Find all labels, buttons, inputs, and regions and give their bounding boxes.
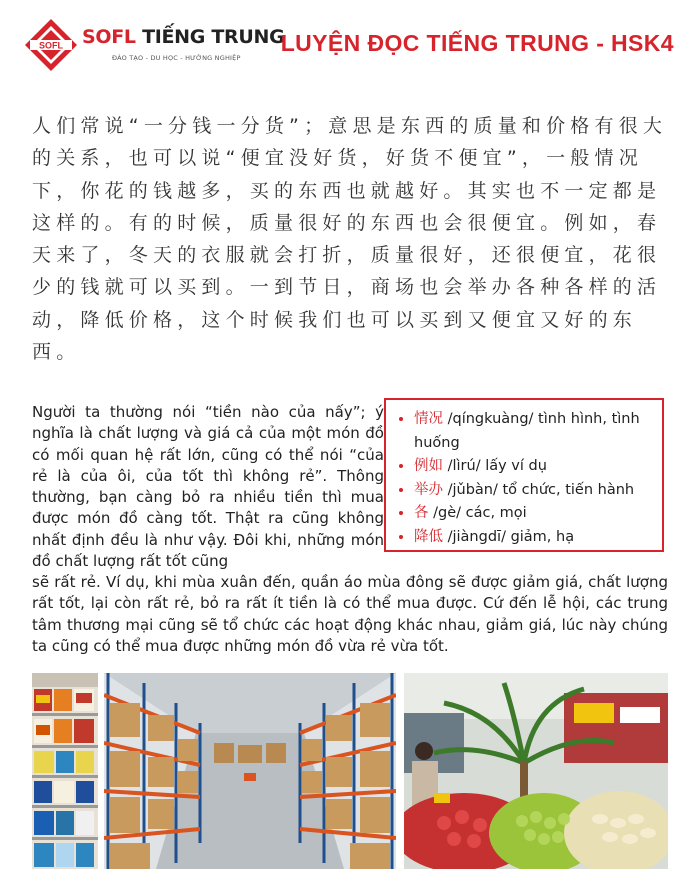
chinese-paragraph: 人们常说“一分钱一分货”；意思是东西的质量和价格有很大的关系，也可以说“便宜没好货，好货不便宜”，一般情况下，你花的钱越多，买的东西也就越好。其实也不一定都是这样的。有的时候，质量很好的东西也会很便宜。例如，春天来了，冬天的衣服就会打折，质量很好，还很便宜，花很少的钱就可以买到。一到节日，商场也会举办各种各样的活动，降低价格，这个时候我们也可以买到又便宜又好的东西。 (32, 115, 668, 364)
vocab-item (414, 526, 654, 550)
warehouse-photo (104, 673, 396, 869)
vocabulary-list (394, 408, 654, 549)
vocab-item (414, 502, 654, 526)
vietnamese-paragraph-part2: sẽ rất rẻ. Ví dụ, khi mùa xuân đến, quần áo mùa đông sẽ được giảm giá, chất lượng rất tốt, lại còn rất rẻ, bỏ ra rất ít tiền là có thể mua được. Cứ đến lễ hội, các trung tâm thương mại cũng sẽ tổ chức các hoạt động khác nhau, giảm giá, lúc này chúng ta cũng có thể mua được những món đồ vừa rẻ vừa tốt. (32, 573, 668, 655)
logo-badge-icon (24, 18, 78, 72)
vocab-meaning: tổ chức, tiến hành (502, 481, 635, 498)
vocab-item (414, 455, 654, 479)
logo-brand: SOFL (82, 26, 136, 48)
vocabulary-box (384, 398, 664, 552)
vocab-hanzi: 例如 (414, 458, 443, 474)
vocab-pinyin: /lìrú/ (447, 458, 481, 474)
vocab-meaning: lấy ví dụ (485, 458, 547, 474)
vocab-item (414, 408, 654, 455)
fruit-market-photo (404, 673, 668, 869)
vocab-hanzi: 降低 (414, 528, 443, 545)
vocab-pinyin: /jǔbàn/ (447, 481, 498, 498)
logo (24, 18, 285, 74)
vocab-meaning: giảm, hạ (510, 528, 575, 545)
vocab-meaning: các, mọi (465, 505, 527, 521)
vocab-hanzi: 情况 (414, 411, 443, 427)
page-title: LUYỆN ĐỌC TIẾNG TRUNG - HSK4 (280, 30, 674, 56)
vocab-pinyin: /qíngkuàng/ (447, 411, 534, 427)
vietnamese-paragraph-part1: Người ta thường nói “tiền nào của nấy”; ý nghĩa là chất lượng và giá cả của một món đồ có mối quan hệ rất lớn, cũng có thể nói “của rẻ là của ôi, của tốt thì không rẻ”. Thông thường, bạn càng bỏ ra nhiều tiền thì mua được món đồ càng tốt. Thật ra cũng không nhất định đều là như vậy. Đôi khi, những món đồ chất lượng rất tốt cũng (32, 403, 384, 571)
vocab-pinyin: /gè/ (433, 505, 462, 521)
vocab-pinyin: /jiàngdī/ (447, 528, 506, 545)
logo-name (82, 26, 284, 48)
vocab-hanzi: 举办 (414, 481, 443, 498)
vocab-hanzi: 各 (414, 505, 429, 521)
svg-text:SOFL: SOFL (39, 40, 63, 51)
logo-tagline: ĐÀO TẠO - DU HỌC - HƯỚNG NGHIỆP (112, 54, 241, 62)
logo-brand-rest: TIẾNG TRUNG (142, 26, 285, 48)
supermarket-shelf-photo (32, 673, 98, 869)
vocab-item (414, 479, 654, 503)
vocab-meaning: tình hình, tình huống (414, 411, 640, 451)
